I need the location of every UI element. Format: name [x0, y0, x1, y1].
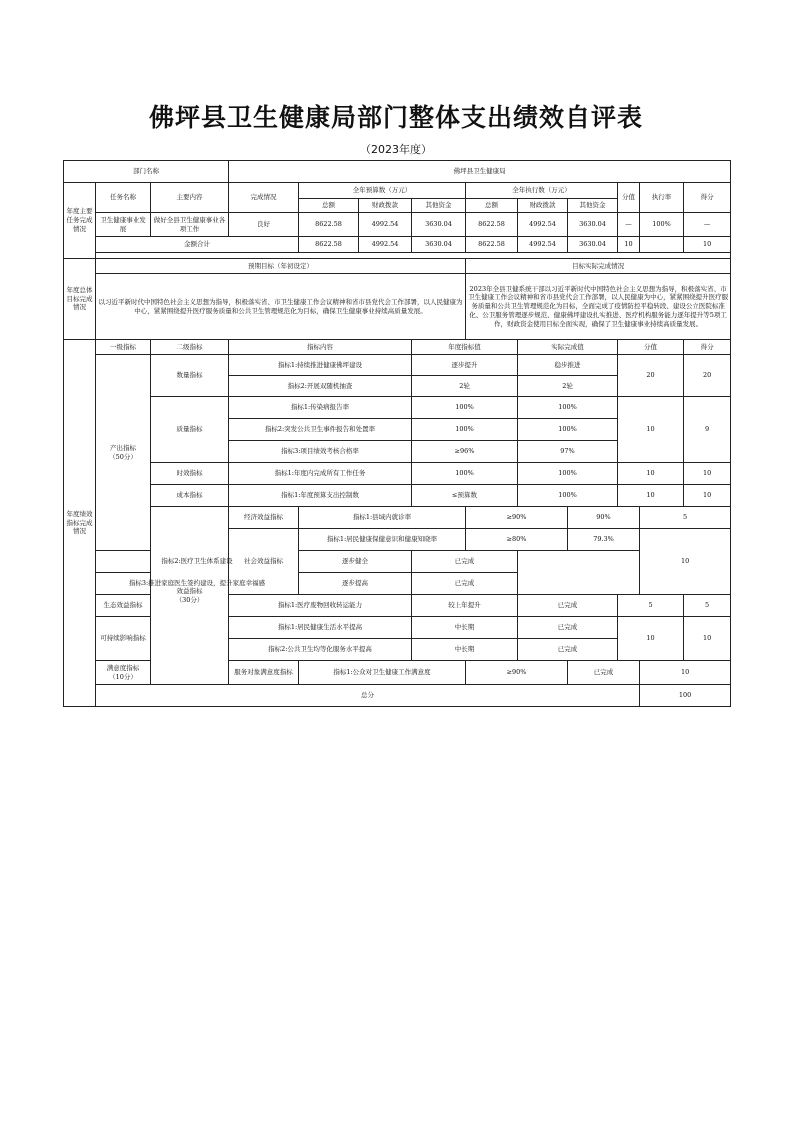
indicator-actual: 100%: [518, 485, 618, 507]
header-budget-other: 其他资金: [412, 199, 466, 213]
indicator-target: 100%: [412, 463, 518, 485]
indicator-content: 指标1:传染病报告率: [229, 397, 412, 419]
header-target: 年度指标值: [412, 340, 518, 355]
indicator-content: 指标1:年度预算支出控制数: [229, 485, 412, 507]
sum-exec-rate: [640, 237, 684, 253]
indicator-target: ≤预算数: [412, 485, 518, 507]
quality-indicator-label: 质量指标: [151, 397, 229, 463]
indicator-score: 5: [684, 595, 731, 617]
header-budget-total: 总额: [299, 199, 359, 213]
benefit-points: （30分）: [175, 595, 204, 604]
indicator-target: 较上年提升: [412, 595, 518, 617]
indicator-score: 20: [684, 355, 731, 397]
indicator-actual: 100%: [518, 463, 618, 485]
indicator-target: 100%: [412, 397, 518, 419]
benefit-indicator: [151, 507, 229, 685]
indicator-score: 9: [684, 397, 731, 463]
indicator-target: 逐步提升: [412, 355, 518, 376]
indicator-score-value: 10: [618, 397, 684, 463]
timeliness-indicator-label: 时效指标: [151, 463, 229, 485]
benefit-label: 效益指标: [176, 586, 203, 595]
quantity-indicator-label: 数量指标: [151, 355, 229, 397]
task-name: 卫生健康事业发展: [96, 213, 151, 237]
header-budget-fiscal: 财政拨款: [359, 199, 412, 213]
header-exec-fiscal: 财政拨款: [518, 199, 568, 213]
dept-value: 佛坪县卫生健康局: [229, 161, 731, 183]
indicator-actual: 已完成: [518, 595, 618, 617]
total-label: 总分: [96, 685, 640, 707]
indicator-content: 指标1:居民健康生活水平提高: [229, 617, 412, 639]
indicator-score-value: 10: [618, 485, 684, 507]
indicator-actual: 79.3%: [568, 529, 640, 551]
task-score: —: [684, 213, 731, 237]
output-points: （50分）: [109, 452, 137, 461]
header-exec-total: 总额: [466, 199, 518, 213]
sum-exec-other: 3630.04: [568, 237, 618, 253]
header-level1: 一级指标: [96, 340, 151, 355]
sum-score: 10: [684, 237, 731, 253]
indicator-content: 指标1:居民健康保健意识和健康知晓率: [299, 529, 466, 551]
indicator-target: ≥80%: [466, 529, 568, 551]
indicator-content: 指标1:县域内就诊率: [299, 507, 466, 529]
indicator-actual: 已完成: [412, 551, 518, 573]
performance-table: [63, 160, 731, 707]
indicator-content: 指标3:推进家庭医生签约建设，提升家庭幸福感: [96, 573, 299, 595]
exec-other: 3630.04: [568, 213, 618, 237]
ecological-indicator-label: 生态效益指标: [96, 595, 151, 617]
header-exec-rate: 执行率: [640, 183, 684, 213]
header-indicator-score-value: 分值: [618, 340, 684, 355]
indicator-actual: 已完成: [518, 617, 618, 639]
indicator-score-value: 5: [640, 507, 731, 529]
indicator-actual: 90%: [568, 507, 640, 529]
header-exec-other: 其他资金: [568, 199, 618, 213]
indicator-content: 指标1:持续推进健康佛坪建设: [229, 355, 412, 376]
actual-goal-header: 目标实际完成情况: [466, 259, 731, 274]
document-year: （2023年度）: [360, 143, 432, 156]
indicator-target: ≥90%: [466, 661, 568, 685]
budget-fiscal: 4992.54: [359, 213, 412, 237]
indicator-score: 10: [684, 485, 731, 507]
output-indicator: [96, 355, 151, 551]
indicator-content: 指标1:年度内完成所有工作任务: [229, 463, 412, 485]
sum-exec-fiscal: 4992.54: [518, 237, 568, 253]
social-indicator-label: 社会效益指标: [229, 529, 299, 595]
task-score-value: —: [618, 213, 640, 237]
indicator-target: ≥90%: [466, 507, 568, 529]
sum-exec-total: 8622.58: [466, 237, 518, 253]
header-completion: 完成情况: [229, 183, 299, 213]
indicator-score: 10: [684, 617, 731, 661]
planned-goal-header: 预期目标（年初设定）: [96, 259, 466, 274]
task-completion: 良好: [229, 213, 299, 237]
indicator-score-value: 20: [618, 355, 684, 397]
indicator-score-value: 10: [618, 463, 684, 485]
service-satisfaction-label: 服务对象满意度指标: [229, 661, 299, 685]
indicator-target: 100%: [412, 419, 518, 441]
indicator-actual: 100%: [518, 419, 618, 441]
indicator-content: 指标2:突发公共卫生事件报告和处置率: [229, 419, 412, 441]
sum-budget-other: 3630.04: [412, 237, 466, 253]
indicator-score: 10: [684, 463, 731, 485]
sum-score-value: 10: [618, 237, 640, 253]
header-indicator-content: 指标内容: [229, 340, 412, 355]
indicator-actual: 已完成: [568, 661, 640, 685]
indicator-content: 指标1:公众对卫生健康工作满意度: [299, 661, 466, 685]
indicator-target: 中长期: [412, 639, 518, 661]
planned-goal-text: 以习近平新时代中国特色社会主义思想为指导，积极落实省、市卫生健康工作会议精神和省市县党代会工作部署，以人民健康为中心，紧紧围绕提升医疗服务质量和公共卫生管理规范化为目标，确保卫生健康事业持续高质量发展。: [96, 274, 466, 340]
section2-label: 年度总体目标完成情况: [64, 259, 96, 340]
satisfaction-indicator: [96, 661, 151, 685]
indicator-actual: 2轮: [518, 376, 618, 397]
indicator-content: 指标2:开展双随机抽查: [229, 376, 412, 397]
satisfaction-label: 满意度指标: [106, 663, 140, 672]
sum-label: 金额合计: [96, 237, 299, 253]
header-task-name: 任务名称: [96, 183, 151, 213]
header-actual: 实际完成值: [518, 340, 618, 355]
cost-indicator-label: 成本指标: [151, 485, 229, 507]
header-level2: 二级指标: [151, 340, 229, 355]
task-content: 做好全县卫生健康事业各项工作: [151, 213, 229, 237]
total-score-value: 100: [640, 685, 731, 707]
dept-label: 部门名称: [64, 161, 229, 183]
indicator-content: 指标1:医疗废物回收转运能力: [229, 595, 412, 617]
header-budget-group: 全年预算数（万元）: [299, 183, 466, 199]
indicator-target: ≥96%: [412, 441, 518, 463]
header-score-value: 分值: [618, 183, 640, 213]
sustainable-indicator-label: 可持续影响指标: [96, 617, 151, 661]
indicator-score-value: 10: [618, 617, 684, 661]
indicator-content: 指标3:项目绩效考核合格率: [229, 441, 412, 463]
indicator-actual: 97%: [518, 441, 618, 463]
document-title: 佛坪县卫生健康局部门整体支出绩效自评表: [148, 103, 643, 132]
section1-label: 年度主要任务完成情况: [64, 183, 96, 259]
budget-other: 3630.04: [412, 213, 466, 237]
sum-budget-fiscal: 4992.54: [359, 237, 412, 253]
header-execution-group: 全年执行数（万元）: [466, 183, 618, 199]
indicator-content: 指标2:医疗卫生体系建设: [96, 551, 299, 573]
header-main-content: 主要内容: [151, 183, 229, 213]
indicator-content: 指标2:公共卫生均等化服务水平提高: [229, 639, 412, 661]
indicator-score-value: 5: [618, 595, 684, 617]
economic-indicator-label: 经济效益指标: [229, 507, 299, 529]
header-score: 得分: [684, 183, 731, 213]
actual-goal-text: 2023年全县卫健系统干部以习近平新时代中国特色社会主义思想为指导，积极落实省、市卫生健康工作会议精神和省市县党代会工作部署，以人民健康为中心，紧紧围绕提升医疗服务质量和公共卫生管理规范化为目标，全面完成了疫情防控平稳转段、建设公立医院标准化、公卫服务管理逐步规范、健康佛坪建设扎实推进、医疗机构服务能力逐年提升等5项工作，财政资金使用目标全面实现，确保了卫生健康事业持续高质量发展。: [466, 274, 731, 340]
indicator-target: 中长期: [412, 617, 518, 639]
indicator-target: 逐步提高: [299, 573, 412, 595]
indicator-actual: 稳步推进: [518, 355, 618, 376]
indicator-target: 2轮: [412, 376, 518, 397]
header-indicator-score: 得分: [684, 340, 731, 355]
satisfaction-points: （10分）: [109, 672, 137, 681]
indicator-actual: 已完成: [412, 573, 518, 595]
task-exec-rate: 100%: [640, 213, 684, 237]
indicator-target: 逐步健全: [299, 551, 412, 573]
exec-total: 8622.58: [466, 213, 518, 237]
output-label: 产出指标: [110, 443, 136, 452]
budget-total: 8622.58: [299, 213, 359, 237]
exec-fiscal: 4992.54: [518, 213, 568, 237]
sum-budget-total: 8622.58: [299, 237, 359, 253]
indicator-actual: 已完成: [518, 639, 618, 661]
indicator-actual: 100%: [518, 397, 618, 419]
indicator-score-value: 10: [640, 661, 731, 685]
indicator-score-value: 10: [640, 529, 731, 595]
section3-label: 年度绩效指标完成情况: [64, 340, 96, 707]
